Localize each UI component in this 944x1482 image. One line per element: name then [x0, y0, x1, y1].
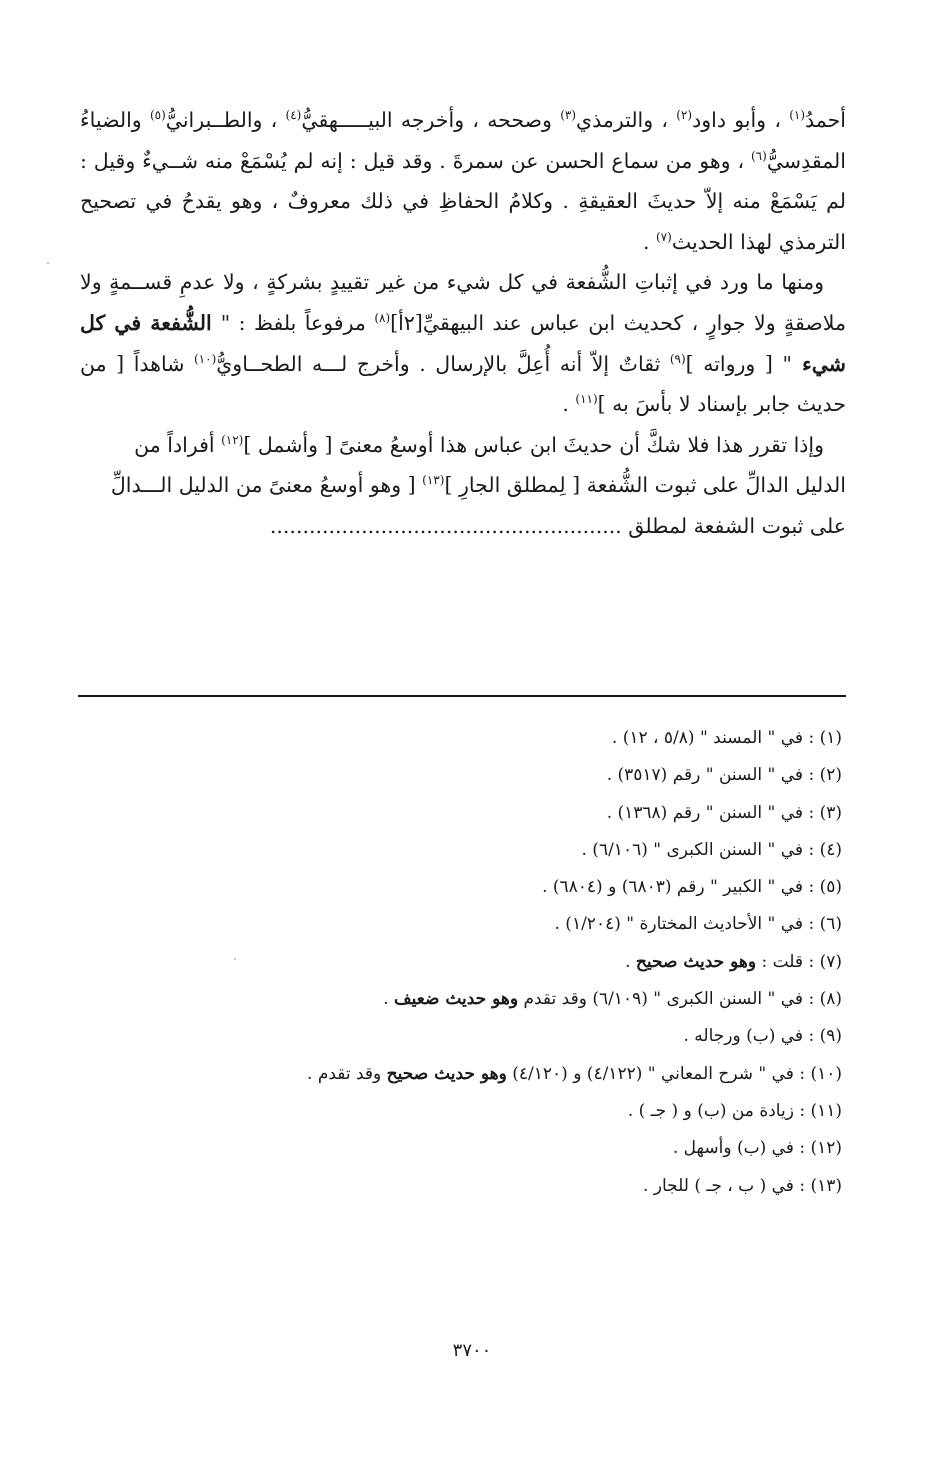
text-run: وصححه ، وأخرجه البيـــــهقيُّ: [301, 108, 561, 132]
footnote-1: [80, 720, 842, 757]
text-run: ، والترمذي: [576, 108, 677, 132]
footnote-ref[interactable]: (٩): [669, 351, 686, 366]
bold-hadith-text: الشُّفعة في كل شيء: [80, 310, 846, 376]
footnote-3: [80, 795, 842, 832]
footnote-text: (٧) : قلت :: [756, 951, 842, 972]
footnote-ref[interactable]: (١٢): [221, 432, 244, 447]
footnote-text: .: [625, 951, 636, 972]
footnote-ref[interactable]: (٤): [285, 108, 302, 123]
text-run: شاهداً [ من حديث جابر بإسناد لا بأسَ به ]: [80, 351, 846, 417]
text-run: [ وهو أوسعُ معنىً من الدليل الـــدالِّ على ثبوت الشفعة لمطلق ......................................................: [110, 473, 846, 538]
footnote-9: [80, 1018, 842, 1055]
footnote-text: (٤) : في " السنن الكبرى " (٦/١٠٦) .: [581, 839, 842, 860]
scan-speck: [47, 262, 49, 264]
text-run: .: [642, 229, 656, 254]
footnote-text: (١٣) : في ( ب ، جـ ) للجار .: [642, 1175, 842, 1196]
text-run: ، وأبو داود: [692, 108, 790, 132]
paragraph-1: [80, 100, 846, 262]
footnote-ref[interactable]: (٨): [374, 311, 391, 326]
footnote-text: (٣) : في " السنن " رقم (١٣٦٨) .: [606, 802, 842, 823]
footnote-divider: [78, 695, 846, 697]
footnote-grading: وهو حديث صحيح: [386, 1063, 507, 1084]
footnote-6: [80, 906, 842, 943]
footnote-ref[interactable]: (٢): [676, 108, 693, 123]
footnote-text: وقد تقدم .: [307, 1063, 387, 1084]
footnote-text: (٩) : في (ب) ورجاله .: [683, 1026, 842, 1047]
text-run: ، والطــبرانيُّ: [165, 108, 286, 132]
footnote-text: .: [383, 989, 395, 1010]
text-run: .: [562, 392, 576, 417]
footnote-ref[interactable]: (١٠): [193, 351, 217, 366]
footnote-text: (٥) : في " الكبير " رقم (٦٨٠٣) و (٦٨٠٤) .: [542, 877, 842, 898]
text-run: ثقاتٌ إلاّ أنه أُعِلَّ بالإرسال . وأخرج لـــه الطحــاويُّ: [216, 351, 670, 376]
footnote-text: (١) : في " المسند " (٥/٨ ، ١٢) .: [611, 728, 842, 748]
text-run: مرفوعاً بلفظ : ": [220, 310, 375, 335]
footnote-ref[interactable]: (٣): [560, 108, 577, 123]
footnote-grading: وهو حديث ضعيف: [394, 989, 519, 1010]
footnote-13: [80, 1168, 842, 1205]
footnote-ref[interactable]: (١٣): [422, 473, 445, 488]
footnotes: [80, 720, 842, 1205]
main-text: [80, 100, 846, 547]
text-run: أحمدُ: [805, 108, 846, 132]
text-run: ومنها ما ورد في إثباتِ الشُّفعة في كل شيء من غير تقييدٍ بشركةٍ ، ولا عدمِ قســمةٍ ولا ملاصقةٍ ولا جوارٍ ، كحديث ابن عباس عند البيهقيِّ[٢أ]: [80, 270, 847, 335]
footnote-text: (٢) : في " السنن " رقم (٣٥١٧) .: [606, 765, 842, 786]
footnote-5: [80, 869, 842, 906]
footnote-text: (١١) : زيادة من (ب) و ( جـ ) .: [627, 1100, 842, 1121]
paragraph-3: [80, 425, 846, 547]
scan-speck: [234, 958, 236, 960]
footnote-8: [80, 981, 842, 1018]
footnote-text: (٦) : في " الأحاديث المختارة " (١/٢٠٤) .: [554, 914, 842, 935]
footnote-ref[interactable]: (٧): [655, 229, 672, 244]
footnote-ref[interactable]: (٦): [750, 148, 767, 163]
footnote-11: [80, 1093, 842, 1130]
footnote-text: (٨) : في " السنن الكبرى " (٦/١٠٩) وقد تقدم: [518, 989, 842, 1010]
footnote-ref[interactable]: (٥): [149, 108, 166, 123]
page-number: ٣٧٠٠: [452, 1340, 492, 1361]
footnote-4: [80, 832, 842, 869]
text-run: " [ ورواته ]: [685, 351, 792, 376]
paragraph-2: [80, 262, 846, 424]
footnote-ref[interactable]: (١): [789, 108, 806, 123]
footnote-text: (١٠) : في " شرح المعاني " (٤/١٢٢) و (٤/١٢٠): [506, 1063, 842, 1084]
footnote-text: (١٢) : في (ب) وأسهل .: [672, 1138, 842, 1159]
footnote-10: [80, 1056, 842, 1093]
text-run: والضياءُ المقدِسيُّ: [80, 108, 846, 173]
footnote-2: [80, 757, 842, 794]
text-run: وإذا تقرر هذا فلا شكَّ أن حديثَ ابن عباس هذا أوسعُ معنىً [ وأشمل ]: [243, 432, 824, 457]
text-run: ، وهو من سماع الحسن عن سمرةَ . وقد قيل : إنه لم يُسْمَعْ منه شــيءٌ وقيل : لم يَسْمَعْ منه إلاّ حديثَ العقيقةِ . وكلامُ الحفاظِ في ذلك معروفٌ ، وهو يقدحُ في تصحيح الترمذي لهذا الحديث: [80, 148, 846, 254]
footnote-ref[interactable]: (١١): [575, 392, 598, 407]
footnote-12: [80, 1130, 842, 1167]
footnote-grading: وهو حديث صحيح: [635, 951, 757, 972]
footnote-7: [80, 944, 842, 981]
text-run: أفراداً من الدليل الدالِّ على ثبوت الشُّفعة [ لِمطلق الجارِ ]: [134, 432, 846, 498]
